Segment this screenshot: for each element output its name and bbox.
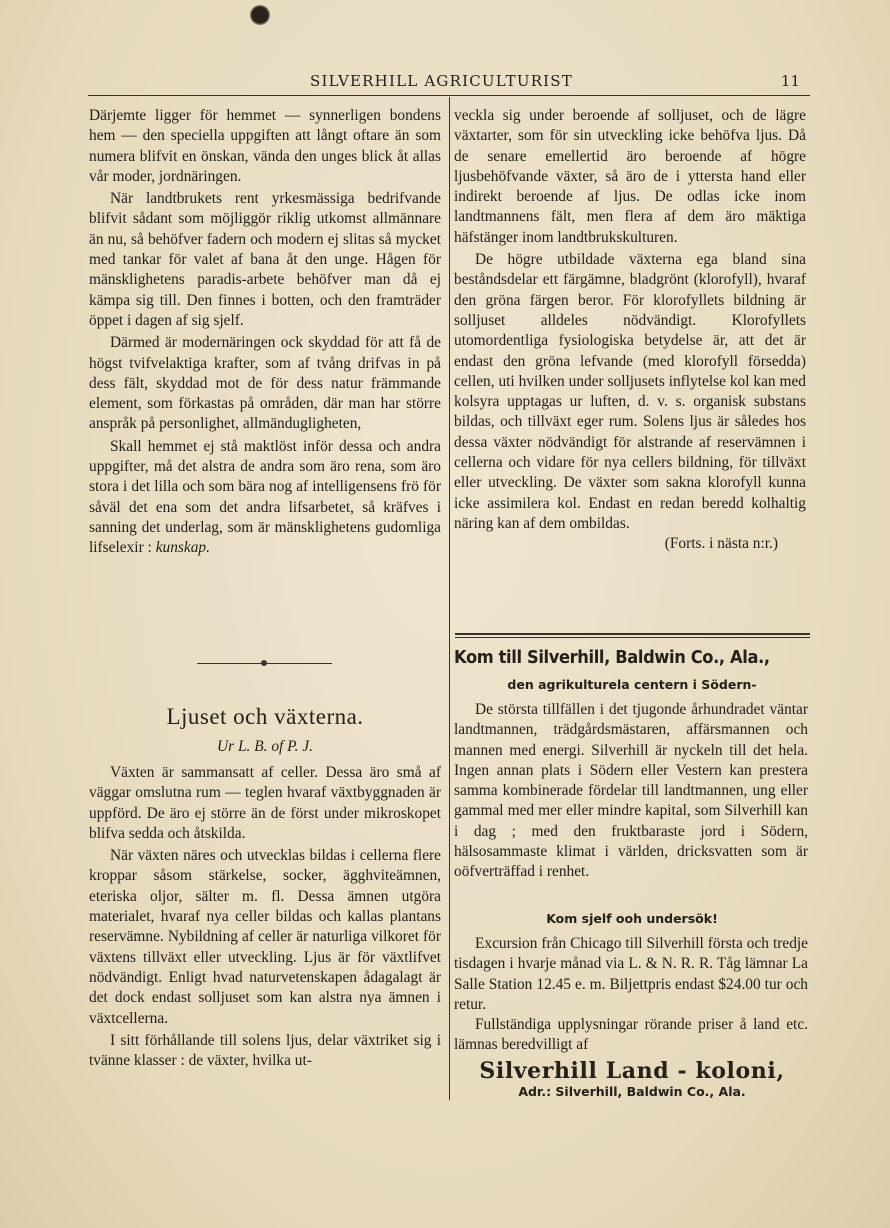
ad-info: Fullständiga upplysningar rörande priser å land etc. lämnas beredvilligt af	[454, 1016, 808, 1054]
continued-note: (Forts. i nästa n:r.)	[664, 535, 778, 553]
article-paragraph: Växten är sammansatt af celler. Dessa äro små af väggar omslutna rum — teglen hvaraf växtbyggnaden är uppförd. De äro ej större än de först under mikroskopet blifva sedda och åtskilda.	[89, 764, 441, 842]
ad-excursion: Excursion från Chicago till Silverhill första och tredje tisdagen i hvarje månad via L. & N. R. R. Tåg lämnar La Salle Station 12.45 e. m. Biljettpris endast $24.00 tur och retur.	[454, 935, 808, 1013]
header-rule	[88, 95, 810, 96]
right-paragraph: De högre utbildade växterna ega bland sina beståndsdelar ett färgämne, bladgrönt (klorofyll), hvaraf den gröna färgen beror. För klorofyllets bildning är solljuset alldeles nödvändigt. Klorofyllets utomordentliga fysiologiska betydelse är, att det är endast den gröna lefvande (med klorofyll försedda) cellen, uti hvilken under solljusets inflytelse kol kan med kolsyra upptagas ur luften, d. v. s. organisk substans bildas, och tillväxt eger rum. Solens ljus är således hos dessa växter nödvändigt för alstrande af reservämnen i cellerna och vidare för nya cellers bildning, för tillväxt eller utveckling. De växter som sakna klorofyll kunna icke assimilera kol. Endast en redan beredd kolhaltig näring kan af dem ombildas.	[454, 251, 806, 532]
ad-address: Adr.: Silverhill, Baldwin Co., Ala.	[518, 1084, 746, 1099]
page-header	[88, 70, 810, 92]
publication-title: SILVERHILL AGRICULTURIST	[310, 72, 573, 90]
ink-blot	[250, 5, 270, 25]
right-column	[454, 106, 806, 555]
ad-body-paragraph: De största tillfällen i det tjugonde århundradet väntar landtmannen, trädgårdsmästaren, affärsmannen och mannen med energi. Silverhill är nyckeln till det hela. Ingen annan plats i Södern eller Vestern kan prestera samma kombinerade fördelar till landtmannen, ung eller gammal med mer eller mindre kapital, som Silverhill kan i dag ; med den fruktbaraste jord i Södern, hälsosammaste klimat i världen, dricksvatten som är oöfverträffad i renhet.	[454, 701, 808, 881]
ad-subheadline: den agrikulturela centern i Södern-	[507, 677, 757, 692]
ad-headline: Kom till Silverhill, Baldwin Co., Ala.,	[454, 648, 770, 668]
left-column	[89, 106, 441, 559]
ad-company-name: Silverhill Land - koloni,	[479, 1058, 785, 1084]
ad-details	[454, 934, 808, 1056]
ad-callout: Kom sjelf ooh undersök!	[546, 911, 718, 926]
column-divider	[449, 97, 450, 1100]
ad-body	[454, 700, 808, 883]
article-paragraph: I sitt förhållande till solens ljus, delar växtriket sig i tvänne klasser : de växter, hvilka ut-	[89, 1031, 441, 1070]
left-paragraph-text: Skall hemmet ej stå maktlöst inför dessa och andra uppgifter, må det alstra de andra som äro rena, som äro stora i det lilla och som bära nog af intelligensens frö för såväl det ena som det andra lifsarbetet, så kräfves i sanning det underlag, som är mänsklighetens gudomliga lifselexir :	[89, 437, 441, 557]
article-author: Ur L. B. of P. J.	[217, 738, 313, 755]
ad-rule-top	[455, 633, 810, 635]
left-paragraph	[89, 437, 441, 559]
left-paragraph: När landtbrukets rent yrkesmässiga bedrifvande blifvit sådant som möjliggör riklig utkomst allmännare än nu, så behöfver fadern och modern ej slitas så mycket med tankar för valet af bana åt den unge. Hågen för mänsklighetens paradis-arbete behöfver man då ej kämpa sig till. Den finnes i botten, och den framträder öppet i dagen af sig sjelf.	[89, 190, 441, 329]
right-paragraph: veckla sig under beroende af solljuset, och de lägre växtarter, som för sin utveckling icke behöfva ljus. Då de senare emellertid äro beroende af högre ljusbehöfvande växter, så äro de i yttersta hand eller indirekt beroende af ljus. De odlas icke inom landtmannens fält, men flera af dem äro mäktiga häfstänger inom landtbrukskulturen.	[454, 107, 806, 246]
article-body	[89, 763, 441, 1071]
page-number: 11	[780, 72, 800, 90]
closing-italic: kunskap.	[155, 539, 210, 557]
left-paragraph: Därmed är modernäringen ock skyddad för att få de högst tvifvelaktiga krafter, som af tvång drifvas in på dess fält, skyddad mot de för dess natur främmande element, som förkastas på områden, där man har större anspråk på personlighet, allmändugligheten,	[89, 334, 441, 433]
section-ornament-dot	[261, 660, 267, 666]
article-title: Ljuset och växterna.	[166, 704, 364, 729]
article-paragraph: När växten näres och utvecklas bildas i cellerna flere kroppar såsom stärkelse, socker, ägghviteämnen, eteriska oljor, sälter m. fl. Dessa ämnen utgöra materialet, hvaraf nya celler bildas och kallas plantans reservämne. Nybildning af celler är naturliga vilkoret för växtens tillväxt eller utveckling. Ljus är för växtlifvet nödvändigt. Enligt hvad naturvetenskapen ådagalagt är det dock endast solljuset som kan alstra nya ämnen i växtcellerna.	[89, 847, 441, 1027]
left-paragraph: Därjemte ligger för hemmet — synnerligen bondens hem — den speciella uppgiften att långt oftare än som numera blifvit en önskan, vända den unges blick åt allas vår moder, jordnäringen.	[89, 107, 441, 185]
ad-rule-bottom	[455, 637, 810, 638]
